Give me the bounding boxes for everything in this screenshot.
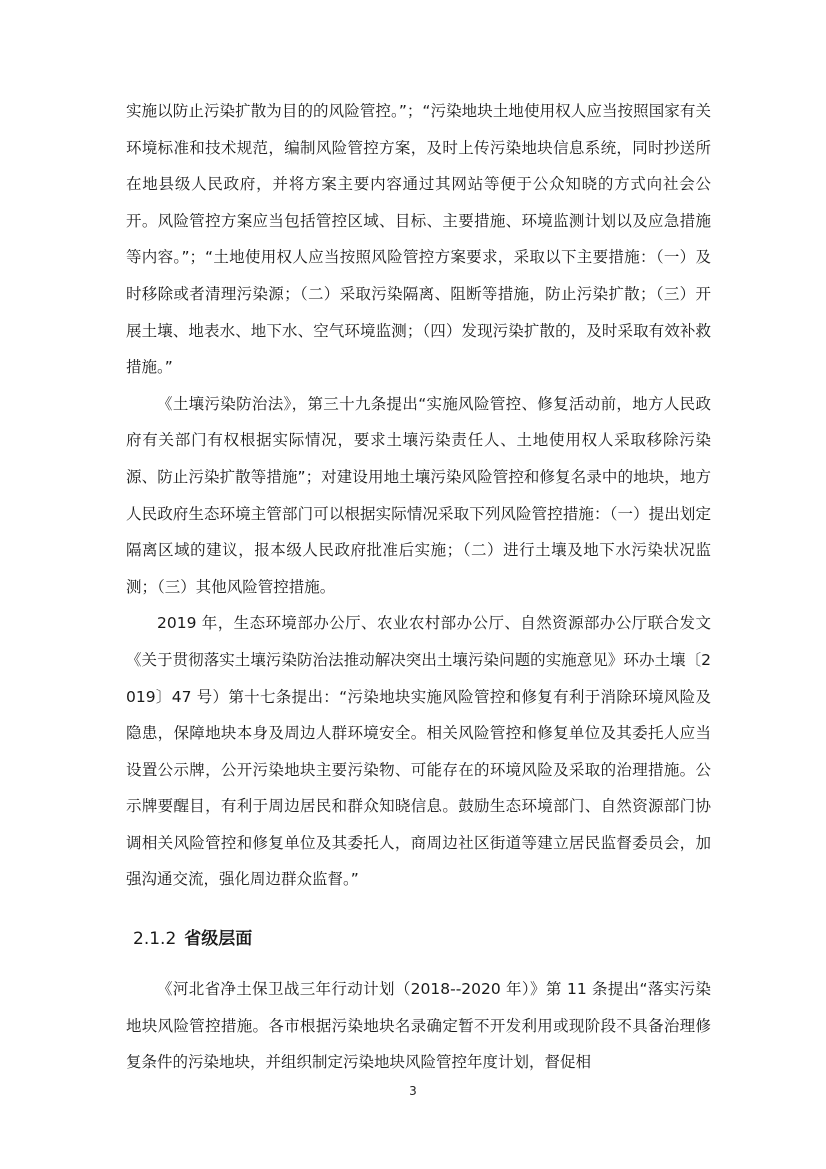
page-number: 3 bbox=[409, 1084, 417, 1098]
body-text bbox=[126, 93, 711, 1081]
paragraph-hebei-plan: 《河北省净土保卫战三年行动计划（2018--2020 年）》第 11 条提出“落实污染地块风险管控措施。各市根据污染地块名录确定暂不开发利用或现阶段不具备治理修复条件的污染地块，并组织制定污染地块风险管控年度计划，督促相 bbox=[126, 980, 711, 1072]
section-title: 省级层面 bbox=[184, 929, 253, 950]
paragraph-continuation: 实施以防止污染扩散为目的的风险管控。”；“污染地块土地使用权人应当按照国家有关环境标准和技术规范，编制风险管控方案，及时上传污染地块信息系统，同时抄送所在地县级人民政府，并将方案主要内容通过其网站等便于公众知晓的方式向社会公开。风险管控方案应当包括管控区域、目标、主要措施、环境监测计划以及应急措施等内容。”；“土地使用权人应当按照风险管控方案要求，采取以下主要措施：（一）及时移除或者清理污染源；（二）采取污染隔离、阻断等措施，防止污染扩散；（三）开展土壤、地表水、地下水、空气环境监测；（四）发现污染扩散的，及时采取有效补救措施。” bbox=[126, 102, 711, 377]
paragraph-2019-notice: 2019 年，生态环境部办公厅、农业农村部办公厅、自然资源部办公厅联合发文《关于贯彻落实土壤污染防治法推动解决突出土壤污染问题的实施意见》环办土壤〔2019〕47 号）第十七条提出：“污染地块实施风险管控和修复有利于消除环境风险及隐患，保障地块本身及周边人群环境安全。相关风险管控和修复单位及其委托人应当设置公示牌，公开污染地块主要污染物、可能存在的环境风险及采取的治理措施。公示牌要醒目，有利于周边居民和群众知晓信息。鼓励生态环境部门、自然资源部门协调相关风险管控和修复单位及其委托人，商周边社区街道等建立居民监督委员会，加强沟通交流，强化周边群众监督。” bbox=[126, 614, 711, 889]
section-heading bbox=[133, 921, 711, 957]
paragraph-soil-law: 《土壤污染防治法》，第三十九条提出“实施风险管控、修复活动前，地方人民政府有关部门有权根据实际情况，要求土壤污染责任人、土地使用权人采取移除污染源、防止污染扩散等措施”；对建设用地土壤污染风险管控和修复名录中的地块，地方人民政府生态环境主管部门可以根据实际情况采取下列风险管控措施：（一）提出划定隔离区域的建议，报本级人民政府批准后实施；（二）进行土壤及地下水污染状况监测；（三）其他风险管控措施。 bbox=[126, 394, 711, 596]
section-number: 2.1.2 bbox=[133, 929, 177, 950]
